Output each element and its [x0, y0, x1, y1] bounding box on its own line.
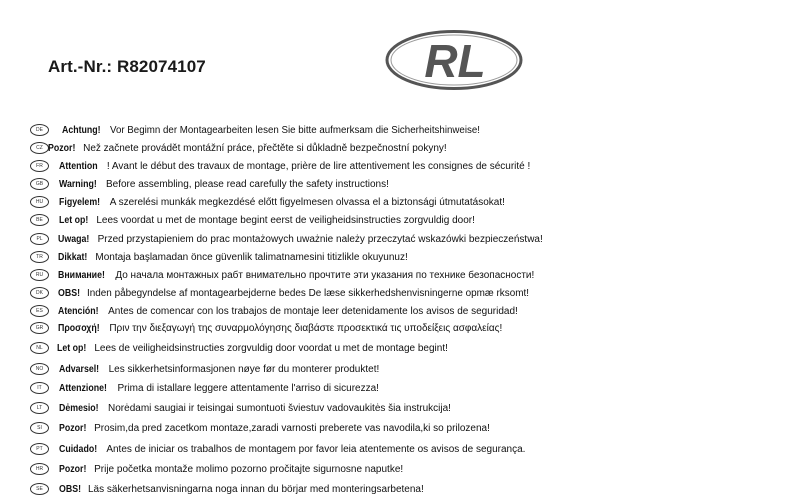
- warning-row: [30, 320, 502, 336]
- warning-text: Prima di istallare leggere attentamente l'arriso di sicurezza!: [117, 382, 379, 394]
- warning-row: [30, 481, 424, 497]
- country-code-badge: CZ: [30, 142, 49, 154]
- warning-label: Внимание!: [58, 269, 105, 281]
- warning-label: OBS!: [58, 287, 80, 299]
- warning-text: До начала монтажных рабт внимательно прочтите эти указания по технике безопасности!: [115, 269, 535, 281]
- warning-label: Atención!: [58, 305, 99, 317]
- country-code-badge: NL: [30, 342, 49, 354]
- warning-row: [30, 285, 533, 301]
- warning-row: [30, 231, 543, 247]
- warning-row: [30, 140, 447, 156]
- warning-text: Prije početka montaže molimo pozorno pročitajte sigurnosne naputke!: [94, 463, 404, 475]
- country-code-badge: NO: [30, 363, 49, 375]
- warning-row: [30, 249, 408, 265]
- warning-label: Dikkat!: [58, 251, 88, 263]
- warning-row: [30, 176, 389, 192]
- warning-label: Dėmesio!: [59, 402, 99, 414]
- country-code-badge: PT: [30, 443, 49, 455]
- country-code-badge: PL: [30, 233, 49, 245]
- warning-row: [30, 194, 505, 210]
- warning-text: ! Avant le début des travaux de montage, prière de lire attentivement les consignes de sécurité !: [106, 160, 531, 172]
- warning-label: Advarsel!: [59, 363, 100, 375]
- warning-label: Figyelem!: [59, 196, 101, 208]
- country-code-badge: HR: [30, 463, 49, 475]
- country-code-badge: RU: [30, 269, 49, 281]
- country-code-badge: SE: [30, 483, 49, 495]
- warning-label: Attention: [59, 160, 98, 172]
- warning-text: Než začnete provádět montážní práce, přečtěte si důkladně bezpečnostní pokyny!: [83, 142, 447, 154]
- warning-text: A szerelési munkák megkezdésé előtt figyelmesen olvassa el a biztonsági útmutatásokat!: [109, 196, 505, 208]
- country-code-badge: GR: [30, 322, 49, 334]
- warning-text: Before assembling, please read carefully the safety instructions!: [105, 178, 389, 190]
- warning-label: Let op!: [57, 342, 87, 354]
- country-code-badge: FR: [30, 160, 49, 172]
- warning-text: Antes de comencar con los trabajos de montaje leer detenidamente los avisos de seguridad!: [108, 305, 518, 317]
- warning-label: Pozor!: [59, 422, 87, 434]
- warning-label: Uwaga!: [58, 233, 90, 245]
- warning-text: Inden påbegyndelse af montagearbejderne bedes De læse sikkerhedshenvisningerne opmæ rksomt!: [87, 287, 529, 299]
- warning-label: Προσοχή!: [58, 322, 100, 334]
- country-code-badge: SI: [30, 422, 49, 434]
- warning-row: [30, 461, 403, 477]
- warning-text: Lees voordat u met de montage begint eerst de veiligheidsinstructies zorgvuldig door!: [96, 214, 475, 226]
- warning-row: [30, 303, 518, 319]
- warning-text: Les sikkerhetsinformasjonen nøye før du monterer produktet!: [108, 363, 380, 375]
- warning-label: Warning!: [59, 178, 97, 190]
- country-code-badge: ES: [30, 305, 49, 317]
- warning-row: [30, 158, 530, 174]
- warning-text: Läs säkerhetsanvisningarna noga innan du börjar med monteringsarbetena!: [88, 483, 424, 495]
- warning-text: Montaja başlamadan önce güvenlik talimatnamesini titizlikle okuyunuz!: [95, 251, 408, 263]
- country-code-badge: IT: [30, 382, 49, 394]
- warning-label: OBS!: [59, 483, 81, 495]
- warning-row: [30, 420, 490, 436]
- warning-row: [30, 441, 525, 457]
- warning-row: [30, 340, 448, 356]
- warning-text: Πριν την διεξαγωγή της συναρμολόγησης διαβάστε προσεκτικά τις υποδείξεις ασφαλείας!: [109, 322, 503, 334]
- warning-label: Attenzione!: [59, 382, 107, 394]
- warning-row: [30, 400, 451, 416]
- warning-label: Pozor!: [59, 463, 87, 475]
- warning-row: [30, 380, 379, 396]
- country-code-badge: TR: [30, 251, 49, 263]
- country-code-badge: GB: [30, 178, 49, 190]
- rl-logo: [384, 29, 524, 91]
- warning-label: Achtung!: [62, 124, 101, 136]
- article-number: Art.-Nr.: R82074107: [48, 57, 206, 76]
- warning-text: Prosim,da pred zacetkom montaze,zaradi varnosti preberete vas navodila,ki so prilozena!: [94, 422, 490, 434]
- country-code-badge: DK: [30, 287, 49, 299]
- warning-text: Lees de veiligheidsinstructies zorgvuldig door voordat u met de montage begint!: [94, 342, 448, 354]
- warning-row: [30, 361, 379, 377]
- warning-row: [30, 122, 490, 138]
- warning-text: Norėdami saugiai ir teisingai sumontuoti šviestuv vadovaukitės šia instrukcija!: [108, 402, 451, 414]
- warning-row: [30, 267, 534, 283]
- warning-row: [30, 212, 475, 228]
- warning-text: Vor Begimn der Montagearbeiten lesen Sie bitte aufmerksam die Sicherheitshinweise!: [109, 124, 480, 136]
- warning-text: Antes de iniciar os trabalhos de montagem por favor leia atentemente os avisos de segurança.: [106, 443, 526, 455]
- logo-text: RL: [424, 35, 486, 87]
- warning-text: Przed przystapieniem do prac montażowych uważnie należy przeczytać wskazówki bezpieczeństwa!: [97, 233, 543, 245]
- warning-label: Pozor!: [48, 142, 76, 154]
- country-code-badge: BE: [30, 214, 49, 226]
- warning-label: Let op!: [59, 214, 89, 226]
- country-code-badge: LT: [30, 402, 49, 414]
- country-code-badge: HU: [30, 196, 49, 208]
- warning-label: Cuidado!: [59, 443, 98, 455]
- country-code-badge: DE: [30, 124, 49, 136]
